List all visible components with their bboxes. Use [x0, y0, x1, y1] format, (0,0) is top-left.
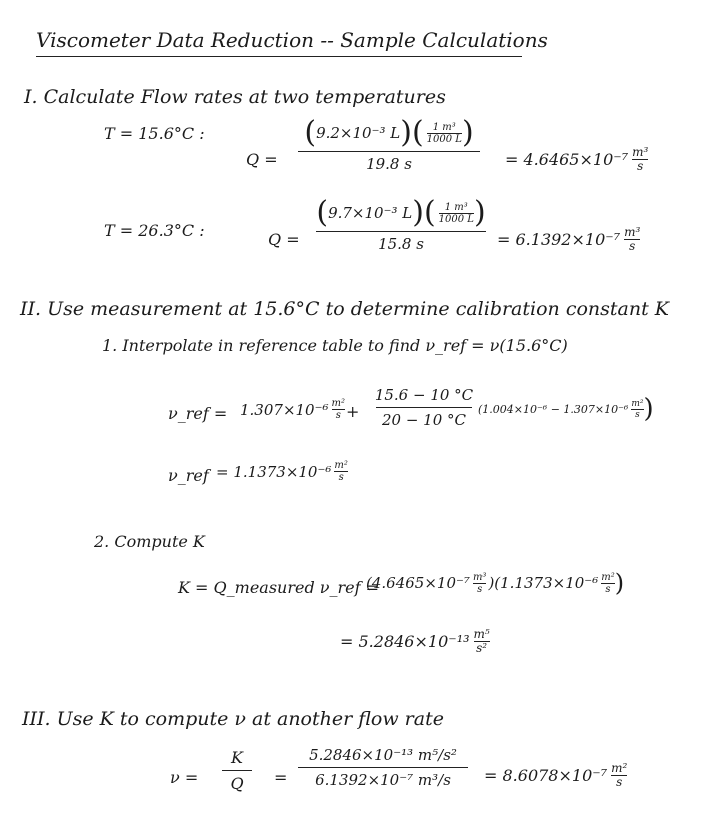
k-over-q-den: Q [230, 774, 244, 793]
case-1-lhs: Q = [246, 150, 278, 169]
step-2-label: 2. Compute K [94, 532, 205, 551]
case-2-lhs: Q = [268, 230, 300, 249]
nu-ref-result: = 1.1373×10⁻⁶ m² s [216, 460, 348, 483]
interp-fraction [376, 386, 472, 429]
case-1-label: T = 15.6°C : [104, 124, 205, 143]
case-2-conversion: 1 m³ 1000 L [438, 201, 474, 225]
section-3-heading: III. Use K to compute ν at another flow rate [22, 708, 444, 730]
page-title: Viscometer Data Reduction -- Sample Calculations [36, 28, 548, 52]
k-over-q [222, 748, 252, 793]
k-product: (4.6465×10⁻⁷ m³ s )(1.1373×10⁻⁶ m² s ) [366, 569, 625, 597]
title-underline [36, 56, 522, 57]
step-1-label: 1. Interpolate in reference table to find ν_ref = ν(15.6°C) [102, 336, 568, 355]
section-2-heading: II. Use measurement at 15.6°C to determine calibration constant K [20, 298, 669, 320]
interp-lhs: ν_ref = [168, 404, 228, 423]
nu-fraction-den: 6.1392×10⁻⁷ m³/s [315, 771, 451, 789]
nu-fraction-num: 5.2846×10⁻¹³ m⁵/s² [309, 746, 457, 764]
section-1-heading: I. Calculate Flow rates at two temperatures [24, 86, 446, 108]
nu-result: = 8.6078×10⁻⁷ m² s [484, 761, 628, 789]
k-result: = 5.2846×10⁻¹³ m⁵ s² [340, 627, 490, 655]
case-1-conversion: 1 m³ 1000 L [426, 121, 462, 145]
case-2-volume: 9.7×10⁻³ L [328, 204, 413, 222]
case-2-denominator: 15.8 s [378, 235, 424, 253]
case-1-numerator: ( 9.2×10⁻³ L )( 1 m³ 1000 L ) [304, 115, 474, 150]
case-1-denominator: 19.8 s [366, 155, 412, 173]
case-2-label: T = 26.3°C : [104, 221, 205, 240]
case-2-fraction [316, 195, 486, 253]
k-over-q-num: K [231, 748, 243, 767]
case-2-numerator: ( 9.7×10⁻³ L )( 1 m³ 1000 L ) [316, 195, 486, 230]
case-2-result: = 6.1392×10⁻⁷ m³ s [497, 225, 641, 253]
section-3-equals: = [274, 768, 288, 787]
nu-lhs: ν = [170, 768, 199, 787]
case-1-result: = 4.6465×10⁻⁷ m³ s [505, 145, 649, 173]
k-lhs: K = Q_measured ν_ref = [178, 578, 380, 597]
nu-ref-result-lhs: ν_ref [168, 466, 209, 485]
interp-fraction-num: 15.6 − 10 °C [374, 386, 474, 404]
case-1-fraction [298, 115, 480, 173]
case-1-volume: 9.2×10⁻³ L [316, 124, 401, 142]
nu-fraction [298, 746, 468, 789]
interp-term-1: 1.307×10⁻⁶ m² s [240, 398, 346, 421]
interp-plus: + [346, 402, 360, 421]
interp-fraction-den: 20 − 10 °C [381, 411, 467, 429]
interp-bracket: (1.004×10⁻⁶ − 1.307×10⁻⁶ m² s ) [478, 394, 654, 424]
